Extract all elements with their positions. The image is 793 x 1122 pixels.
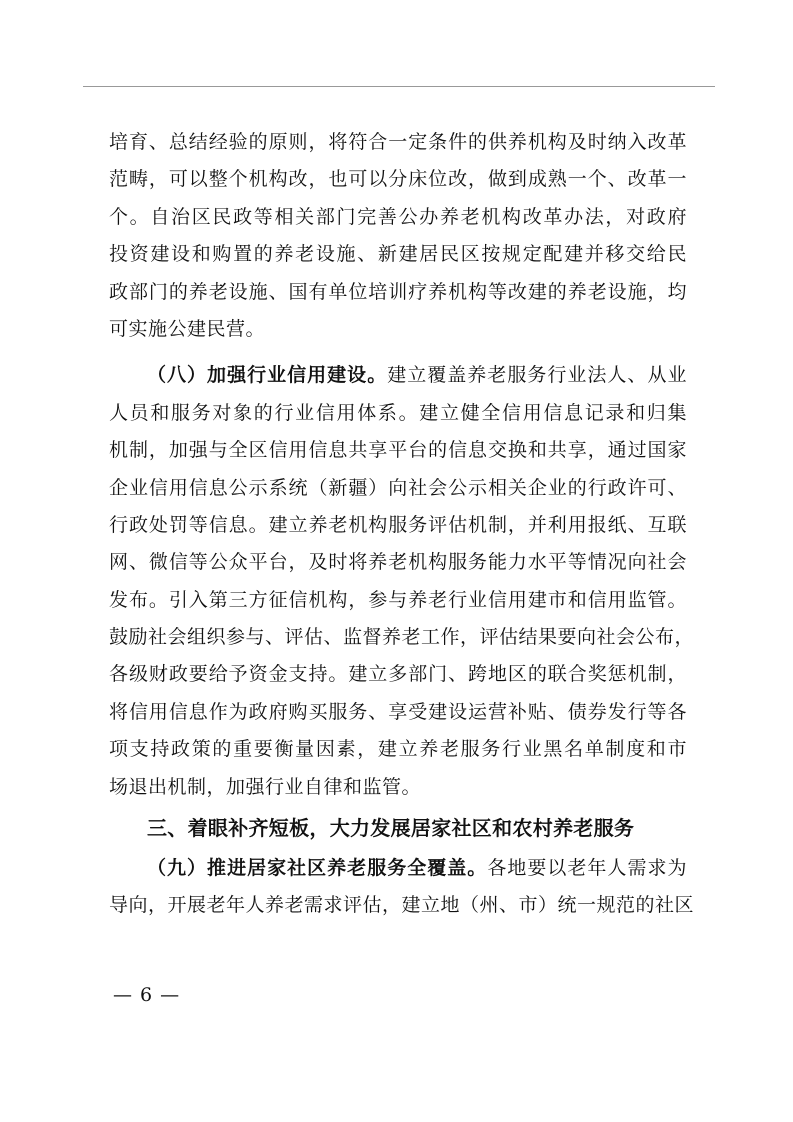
text-line: 范畴，可以整个机构改，也可以分床位改，做到成熟一个、改革一 <box>109 168 687 191</box>
text-line: 行政处罚等信息。建立养老机构服务评估机制，并利用报纸、互联 <box>109 513 687 536</box>
paragraph-community-care-coverage <box>109 850 695 925</box>
text-line: 发布。引入第三方征信机构，参与养老行业信用建市和信用监管。 <box>109 588 687 611</box>
text-line: 网、微信等公众平台，及时将养老机构服务能力水平等情况向社会 <box>109 551 687 574</box>
text-line: 人员和服务对象的行业信用体系。建立健全信用信息记录和归集 <box>109 401 687 424</box>
text-line: 政部门的养老设施、国有单位培训疗养机构等改建的养老设施，均 <box>109 280 687 303</box>
text-line: 鼓励社会组织参与、评估、监督养老工作，评估结果要向社会公布， <box>109 626 695 649</box>
text-line: 机制，加强与全区信用信息共享平台的信息交换和共享，通过国家 <box>109 439 687 462</box>
text-line: 投资建设和购置的养老设施、新建居民区按规定配建并移交给民 <box>109 243 687 266</box>
page-number: — 6 — <box>113 984 181 1006</box>
text-line <box>109 850 687 887</box>
text-line: 企业信用信息公示系统（新疆）向社会公示相关企业的行政许可、 <box>109 476 687 499</box>
paragraph-title: （九）推进居家社区养老服务全覆盖。 <box>147 857 488 880</box>
text-line: 场退出机制，加强行业自律和监管。 <box>109 775 422 798</box>
section-heading: 三、着眼补齐短板，大力发展居家社区和农村养老服务 <box>147 816 635 841</box>
paragraph-title: （八）加强行业信用建设。 <box>147 364 388 387</box>
text-line: 培育、总结经验的原则，将符合一定条件的供养机构及时纳入改革 <box>109 131 687 153</box>
document-body <box>109 124 695 925</box>
text-line: 项支持政策的重要衡量因素，建立养老服务行业黑名单制度和市 <box>109 738 687 761</box>
text-line: 将信用信息作为政府购买服务、享受建设运营补贴、债券发行等各 <box>109 700 687 723</box>
text-line <box>109 357 687 394</box>
text-line: 可实施公建民营。 <box>109 317 266 340</box>
text-line: 各级财政要给予资金支持。建立多部门、跨地区的联合奖惩机制， <box>109 663 687 686</box>
paragraph-lead-text: 各地要以老年人需求为 <box>487 857 687 880</box>
text-line: 个。自治区民政等相关部门完善公办养老机构改革办法，对政府 <box>109 205 687 228</box>
header-rule <box>83 86 715 87</box>
paragraph-lead-text: 建立覆盖养老服务行业法人、从业 <box>387 364 687 387</box>
text-line: 导向，开展老年人养老需求评估，建立地（州、市）统一规范的社区 <box>109 894 695 917</box>
paragraph-credit-construction <box>109 357 695 806</box>
paragraph-public-institution-reform <box>109 124 687 348</box>
